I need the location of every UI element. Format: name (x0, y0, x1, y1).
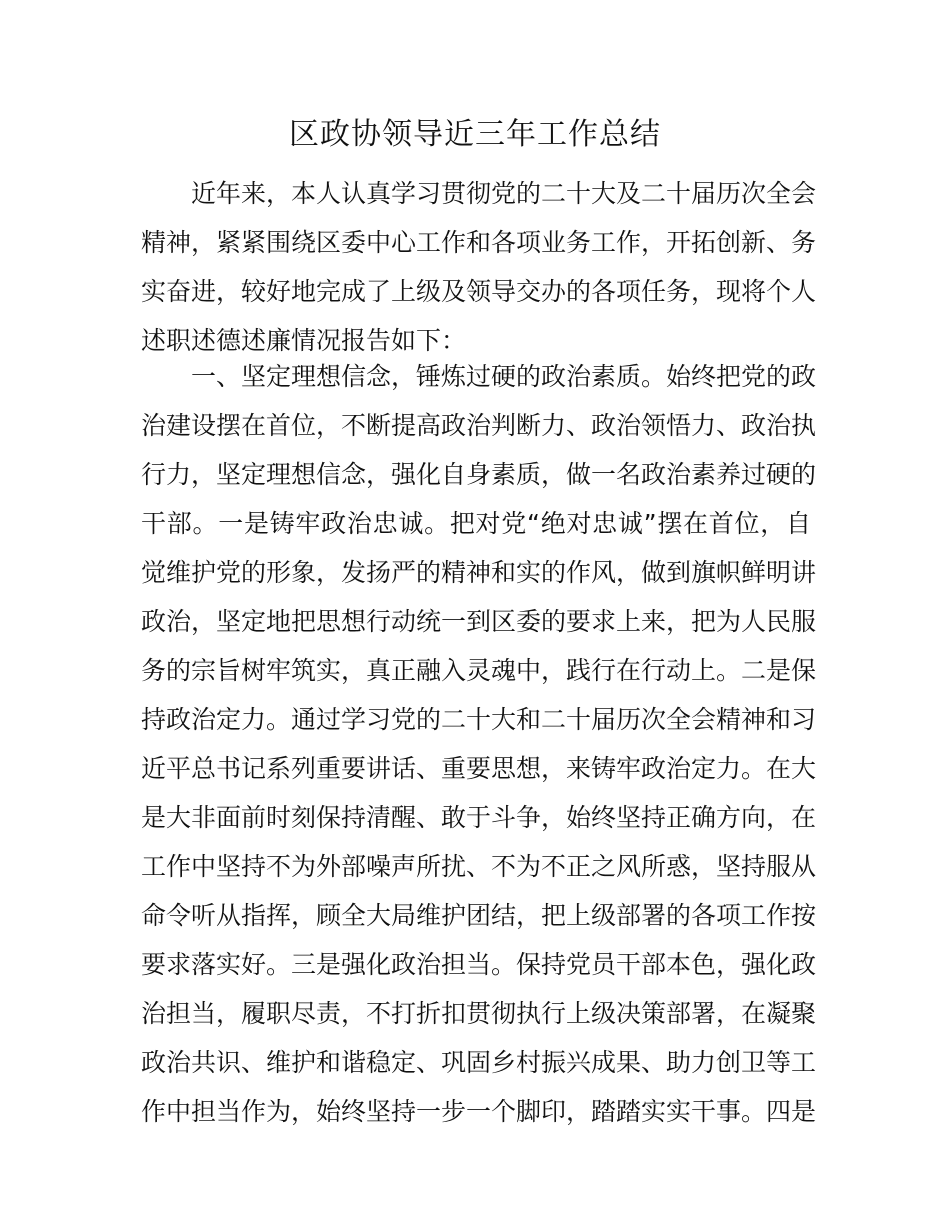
text-line: 近平总书记系列重要讲话、重要思想，来铸牢政治定力。在大 (141, 754, 817, 783)
paragraph-section-one (141, 352, 817, 1136)
text-line: 干部。一是铸牢政治忠诚。把对党“绝对忠诚”摆在首位，自 (141, 509, 811, 538)
text-line: 政治共识、维护和谐稳定、巩固乡村振兴成果、助力创卫等工 (141, 1048, 817, 1077)
text-line: 治担当，履职尽责，不打折扣贯彻执行上级决策部署，在凝聚 (141, 999, 817, 1028)
paragraph-intro (141, 169, 817, 365)
text-line: 是大非面前时刻保持清醒、敢于斗争，始终坚持正确方向，在 (141, 803, 817, 832)
text-line: 持政治定力。通过学习党的二十大和二十届历次全会精神和习 (141, 705, 817, 734)
text-line: 近年来，本人认真学习贯彻党的二十大及二十届历次全会 (141, 179, 817, 208)
text-line: 作中担当作为，始终坚持一步一个脚印，踏踏实实干事。四是 (141, 1097, 817, 1126)
text-line: 行力，坚定理想信念，强化自身素质，做一名政治素养过硬的 (141, 460, 817, 489)
text-line: 工作中坚持不为外部噪声所扰、不为不正之风所惑，坚持服从 (141, 852, 817, 881)
text-line: 治建设摆在首位，不断提高政治判断力、政治领悟力、政治执 (141, 411, 817, 440)
text-line: 务的宗旨树牢筑实，真正融入灵魂中，践行在行动上。二是保 (141, 656, 817, 685)
text-line: 政治，坚定地把思想行动统一到区委的要求上来，把为人民服 (141, 607, 817, 636)
text-line: 精神，紧紧围绕区委中心工作和各项业务工作，开拓创新、务 (141, 228, 817, 257)
text-line: 述职述德述廉情况报告如下： (141, 326, 467, 355)
text-line: 实奋进，较好地完成了上级及领导交办的各项任务，现将个人 (141, 277, 817, 306)
text-line: 觉维护党的形象，发扬严的精神和实的作风，做到旗帜鲜明讲 (141, 558, 817, 587)
document-title: 区政协领导近三年工作总结 (289, 117, 661, 152)
text-line: 要求落实好。三是强化政治担当。保持党员干部本色，强化政 (141, 950, 817, 979)
text-line: 命令听从指挥，顾全大局维护团结，把上级部署的各项工作按 (141, 901, 817, 930)
text-line: 一、坚定理想信念，锤炼过硬的政治素质。始终把党的政 (141, 362, 817, 391)
